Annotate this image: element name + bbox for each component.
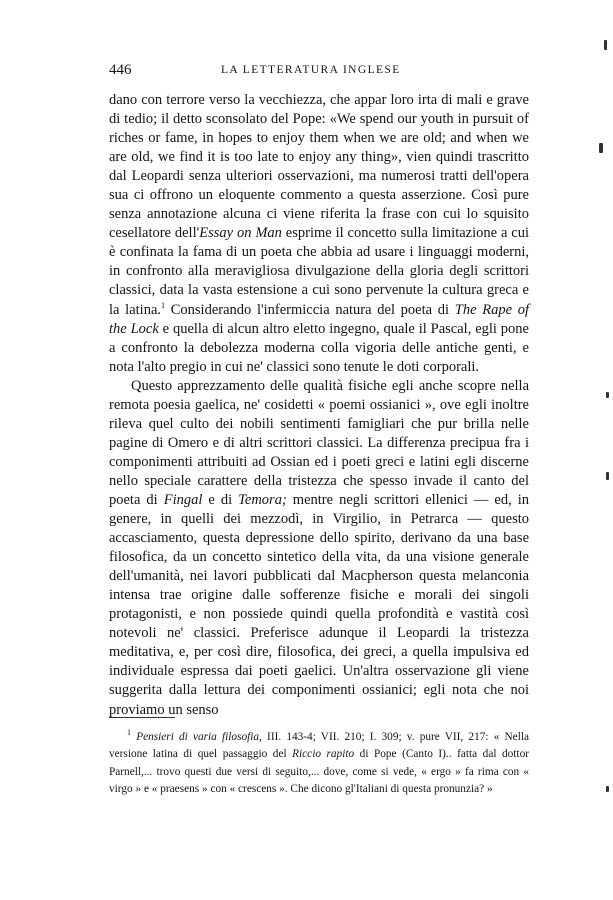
scan-speck (606, 786, 609, 792)
fn-text-1: III. 143-4; VII. 210; I. 309; v. pure VII, 217: « Nella versione latina di quel passaggio del (109, 731, 529, 761)
scan-speck (599, 143, 603, 153)
title-rape-of-the-lock: The Rape of the Lock (109, 301, 530, 337)
p2-text-3: mentre negli scrittori ellenici — ed, in genere, in quelli dei mezzodì, in Virgilio, in Petrarca — questo accasciamento, questa depressione dello spirito, derivano da una base filosofica, da un concetto sintetico della vita, da una visione generale dell'umanità, nei lavori pubblicati dal Macpherson questa melanconia intensa trae origine dalle sofferenze fisiche e morali dei singoli protagonisti, e non possiede quindi quella profondità e vastità così notevoli ne' classici. Preferisce adunque il Leopardi la tristezza meditativa, e, per così dire, filosofica, dei greci, a quella impulsiva ed individuale espressa dai poeti gaelici. Un'altra osservazione gli viene suggerita dalla lettura dei componimenti ossianici; egli nota che noi proviamo un senso (109, 491, 529, 718)
title-essay-on-man: Essay on Man (199, 225, 282, 242)
footnote-marker: 1 (127, 728, 131, 738)
scan-speck (606, 472, 609, 480)
running-title: LA LETTERATURA INGLESE (221, 64, 401, 76)
p1-text-3: Considerando l'infermiccia natura del poeta di (165, 301, 455, 318)
fn-text-2: di Pope (Canto I).. fatta dal dottor Parnell,... trovo questi due versi di seguito,... dove, come si vede, « ergo » fa rima con « virgo » e « praesens » con « crescens ». Che dicono gl'Italiani di questa pronunzia? » (109, 748, 529, 795)
scan-speck (604, 40, 607, 50)
page-number: 446 (109, 62, 132, 78)
p2-text-1: Questo apprezzamento delle qualità fisiche egli anche scopre nella remota poesia gaelica, ne' cosidetti « poemi ossianici », ove egli inoltre rileva quel culto dei nobili sentimenti famigliari che pur brilla nelle pagine di Omero e di altri scrittori classici. La differenza precipua fra i componimenti attribuiti ad Ossian ed i poeti greci e latini egli discerne nello speciale carattere della tristezza che spesso invade il canto del poeta di (109, 377, 529, 508)
paragraph-1 (109, 91, 529, 377)
paragraph-2 (109, 377, 529, 720)
page-header (109, 62, 529, 84)
fn-title-riccio-rapito: Riccio rapito (292, 748, 355, 761)
p1-text-4: e quella di alcun altro eletto ingegno, quale il Pascal, egli pone a confronto la debolezza moderna colla vigoria delle antiche genti, e nota l'alto pregio in cui ne' classici sono tenute le doti corporali. (109, 320, 529, 375)
title-temora: Temora; (238, 491, 287, 508)
body-text (109, 91, 529, 720)
title-fingal: Fingal (163, 491, 203, 508)
scan-speck (606, 392, 609, 398)
p1-text-1: dano con terrore verso la vecchiezza, che appar loro irta di mali e grave di tedio; il detto sconsolato del Pope: «We spend our youth in pursuit of riches or fame, in hopes to enjoy them when we are old; and when we are old, we find it is too late to enjoy any thing», vien quindi trascritto dal Leopardi senza ulteriori osservazioni, ma numerosi tratti dell'opera sua ci offrono un eloquente commento a questa asserzione. Così pure senza annotazione alcuna ci viene riferita la frase con cui lo squisito cesellatore dell' (109, 92, 529, 242)
p1-text-2: esprime il concetto sulla limitazione a cui è confinata la fama di un poeta che abbia ad usare i linguaggi moderni, in confronto alla meravigliosa divulgazione della gloria degli scrittori classici, data la vasta estensione a cui sono pervenute la cultura greca e la latina. (109, 225, 529, 318)
footnote-reference: 1 (161, 300, 166, 310)
footnote-separator (109, 717, 175, 718)
fn-title-pensieri: Pensieri di varia filosofia, (136, 731, 262, 743)
p2-text-2: e di (202, 491, 239, 508)
footnote (109, 729, 529, 798)
footnote-text (109, 729, 529, 798)
